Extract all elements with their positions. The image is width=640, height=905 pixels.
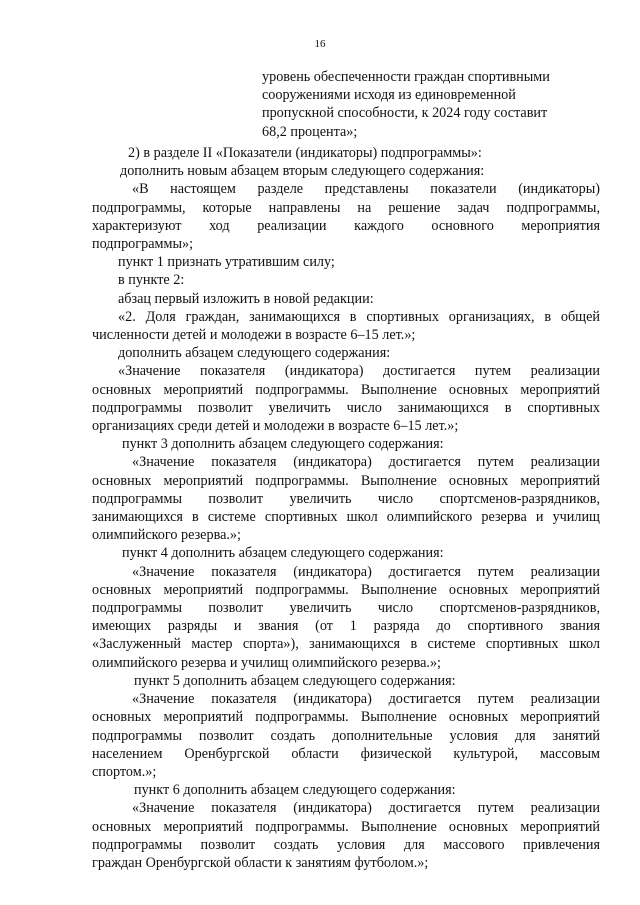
text-line: уровень обеспеченности граждан спортивными bbox=[262, 69, 550, 85]
text-line: подпрограммы позволит создать условия для массового привлечения bbox=[92, 836, 600, 853]
text-line: подпрограммы позволит создать дополнительные условия для занятий bbox=[92, 727, 600, 744]
text-line: «Значение показателя (индикатора) достигается путем реализации bbox=[132, 454, 600, 471]
text-line: пункт 5 дополнить абзацем следующего содержания: bbox=[134, 672, 456, 689]
continued-paragraph bbox=[262, 68, 602, 141]
text-line: «Заслуженный мастер спорта»), занимающихся в системе спортивных школ bbox=[92, 636, 600, 653]
text-line: имеющих разряды и звания (от 1 разряда до спортивного звания bbox=[92, 618, 600, 635]
text-line: пункт 4 дополнить абзацем следующего содержания: bbox=[122, 545, 444, 562]
text-line: подпрограммы, которые направлены на решение задач подпрограммы, bbox=[92, 199, 600, 216]
text-line: основных мероприятий подпрограммы. Выполнение основных мероприятий bbox=[92, 818, 600, 835]
text-line: «Значение показателя (индикатора) достигается путем реализации bbox=[118, 363, 600, 380]
text-line: занимающихся в системе спортивных школ олимпийского резерва и училищ bbox=[92, 509, 600, 526]
text-line: пропускной способности, к 2024 году составит bbox=[262, 105, 548, 122]
text-line: пункт 3 дополнить абзацем следующего содержания: bbox=[122, 436, 444, 453]
text-line: спортом.»; bbox=[92, 763, 157, 780]
text-line: организациях среди детей и молодежи в возрасте 6–15 лет.»; bbox=[92, 418, 459, 435]
text-line: основных мероприятий подпрограммы. Выполнение основных мероприятий bbox=[92, 709, 600, 726]
text-line: подпрограммы позволит увеличить число занимающихся в спортивных bbox=[92, 399, 600, 416]
text-line: граждан Оренбургской области к занятиям футболом.»; bbox=[92, 854, 429, 871]
text-line: 68,2 процента»; bbox=[262, 123, 358, 140]
text-line: подпрограммы позволит увеличить число спортсменов-разрядников, bbox=[92, 490, 600, 507]
text-line: основных мероприятий подпрограммы. Выполнение основных мероприятий bbox=[92, 472, 600, 489]
text-line: пункт 6 дополнить абзацем следующего содержания: bbox=[134, 782, 456, 799]
text-line: основных мероприятий подпрограммы. Выполнение основных мероприятий bbox=[92, 581, 600, 598]
text-line: подпрограммы»; bbox=[92, 236, 194, 253]
text-line: характеризуют ход реализации каждого основного мероприятия bbox=[92, 217, 600, 234]
text-line: населением Оренбургской области физической культурой, массовым bbox=[92, 745, 600, 762]
text-line: «Значение показателя (индикатора) достигается путем реализации bbox=[132, 563, 600, 580]
text-line: пункт 1 признать утратившим силу; bbox=[118, 254, 335, 271]
text-line: «Значение показателя (индикатора) достигается путем реализации bbox=[132, 800, 600, 817]
text-line: дополнить новым абзацем вторым следующего содержания: bbox=[120, 163, 485, 180]
text-line: «В настоящем разделе представлены показатели (индикаторы) bbox=[132, 181, 600, 198]
text-line: олимпийского резерва и училищ олимпийского резерва.»; bbox=[92, 654, 441, 671]
text-line: численности детей и молодежи в возрасте 6–15 лет.»; bbox=[92, 327, 416, 344]
document-body bbox=[92, 144, 600, 872]
page-number: 16 bbox=[314, 38, 326, 50]
text-line: основных мероприятий подпрограммы. Выполнение основных мероприятий bbox=[92, 381, 600, 398]
text-line: «Значение показателя (индикатора) достигается путем реализации bbox=[132, 691, 600, 708]
text-line: олимпийского резерва.»; bbox=[92, 527, 241, 544]
text-line: абзац первый изложить в новой редакции: bbox=[118, 290, 374, 307]
text-line: в пункте 2: bbox=[118, 272, 185, 289]
text-line: 2) в разделе II «Показатели (индикаторы) подпрограммы»: bbox=[128, 145, 482, 161]
text-line: дополнить абзацем следующего содержания: bbox=[118, 345, 391, 362]
text-line: «2. Доля граждан, занимающихся в спортивных организациях, в общей bbox=[118, 308, 600, 325]
text-line: сооружениями исходя из единовременной bbox=[262, 87, 516, 104]
text-line: подпрограммы позволит увеличить число спортсменов-разрядников, bbox=[92, 600, 600, 617]
